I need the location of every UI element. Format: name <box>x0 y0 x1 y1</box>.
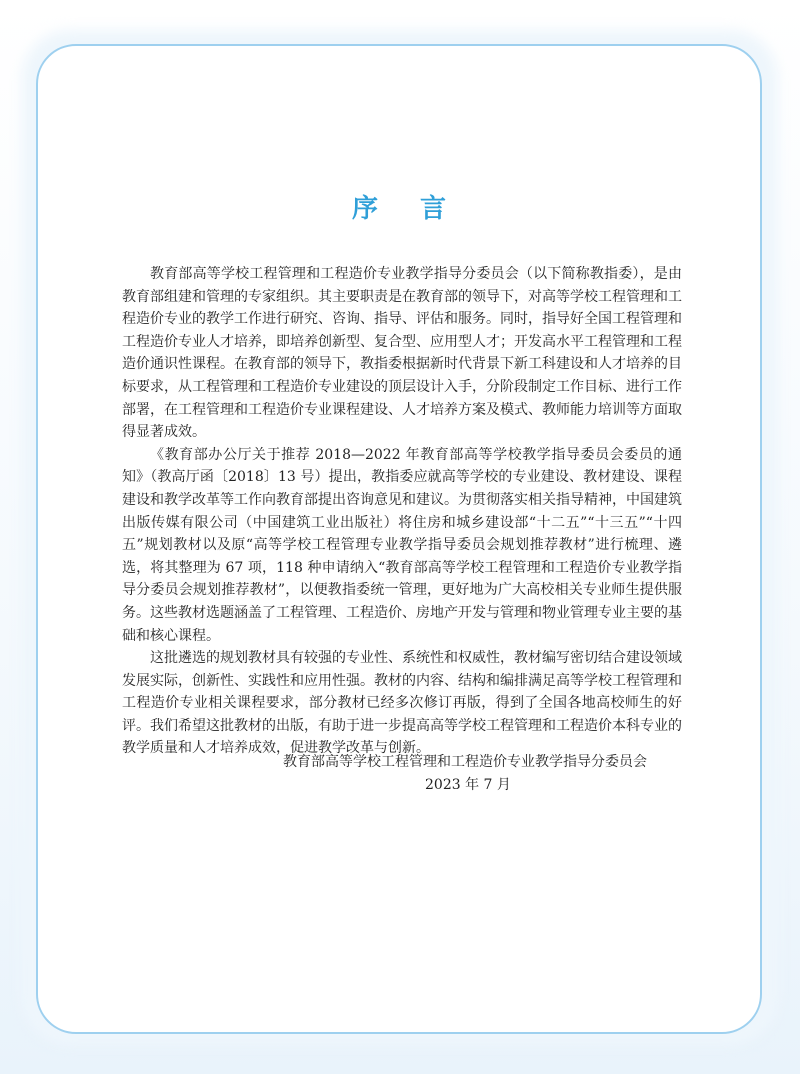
paragraph-1: 教育部高等学校工程管理和工程造价专业教学指导分委员会（以下简称教指委），是由教育部组建和管理的专家组织。其主要职责是在教育部的领导下，对高等学校工程管理和工程造价专业的教学工作进行研究、咨询、指导、评估和服务。同时，指导好全国工程管理和工程造价专业人才培养，即培养创新型、复合型、应用型人才；开发高水平工程管理和工程造价通识性课程。在教育部的领导下，教指委根据新时代背景下新工科建设和人才培养的目标要求，从工程管理和工程造价专业建设的顶层设计入手，分阶段制定工作目标、进行工作部署，在工程管理和工程造价专业课程建设、人才培养方案及模式、教师能力培训等方面取得显著成效。 <box>122 266 682 441</box>
page-title <box>0 188 800 225</box>
signature-block <box>283 751 683 796</box>
signature-organization: 教育部高等学校工程管理和工程造价专业教学指导分委员会 <box>283 754 647 770</box>
title-char-1: 序 <box>351 194 380 224</box>
preface-body <box>122 263 682 760</box>
title-char-2: 言 <box>420 194 449 224</box>
paragraph-2: 《教育部办公厅关于推荐 2018—2022 年教育部高等学校教学指导委员会委员的通知》（教高厅函〔2018〕13 号）提出，教指委应就高等学校的专业建设、教材建设、课程建设和教学改革等工作向教育部提出咨询意见和建议。为贯彻落实相关指导精神，中国建筑出版传媒有限公司（中国建筑工业出版社）将住房和城乡建设部“十二五”“十三五”“十四五”规划教材以及原“高等学校工程管理专业教学指导委员会规划推荐教材”进行梳理、遴选，将其整理为 67 项，118 种申请纳入“教育部高等学校工程管理和工程造价专业教学指导分委员会规划推荐教材”，以便教指委统一管理，更好地为广大高校相关专业师生提供服务。这些教材选题涵盖了工程管理、工程造价、房地产开发与管理和物业管理专业主要的基础和核心课程。 <box>122 446 682 644</box>
signature-date: 2023 年 7 月 <box>425 776 511 793</box>
paragraph-3: 这批遴选的规划教材具有较强的专业性、系统性和权威性，教材编写密切结合建设领域发展实际，创新性、实践性和应用性强。教材的内容、结构和编排满足高等学校工程管理和工程造价专业相关课程要求，部分教材已经多次修订再版，得到了全国各地高校师生的好评。我们希望这批教材的出版，有助于进一步提高高等学校工程管理和工程造价本科专业的教学质量和人才培养成效，促进教学改革与创新。 <box>122 650 682 757</box>
